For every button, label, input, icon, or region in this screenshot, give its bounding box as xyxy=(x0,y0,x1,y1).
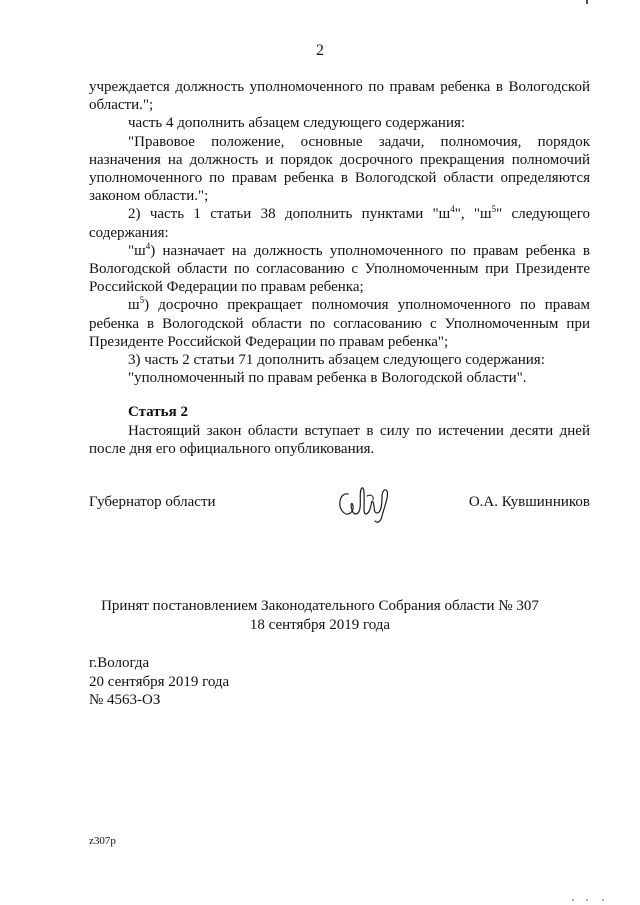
city: г.Вологда xyxy=(89,655,150,671)
scan-edge-mark xyxy=(572,899,612,901)
superscript: 5 xyxy=(139,295,145,306)
adoption-date: 18 сентября 2019 года xyxy=(249,616,391,633)
superscript: 5 xyxy=(491,204,497,215)
paragraph-item-2 xyxy=(89,205,590,241)
adoption-note xyxy=(0,597,640,634)
text-fragment: 2) часть 1 статьи 38 дополнить пунктами "ш xyxy=(128,206,451,223)
adoption-line: Принят постановлением Законодательного Собрания области № 307 xyxy=(101,598,539,614)
paragraph-point-sh4 xyxy=(89,242,590,297)
scan-edge-mark xyxy=(586,0,588,4)
text-fragment: ", "ш xyxy=(454,206,492,223)
superscript: 4 xyxy=(145,240,151,251)
quoted-paragraph: "уполномоченный по правам ребенка в Вологодской области". xyxy=(128,370,527,387)
paragraph: учреждается должность уполномоченного по правам ребенка в Вологодской области."; xyxy=(89,79,590,114)
signatory-name: О.А. Кувшинников xyxy=(468,494,590,510)
article-text: Настоящий закон области вступает в силу по истечении десяти дней после дня его официального опубликования. xyxy=(89,422,590,457)
text-fragment: ш xyxy=(128,297,140,314)
document-body xyxy=(89,78,590,458)
superscript: 4 xyxy=(450,204,455,215)
text-fragment: ) досрочно прекращает полномочия уполномоченного по правам ребенка в Вологодской области по согласованию с Уполномоченным при Президенте Российской Федерации по правам ребенка"; xyxy=(89,297,590,350)
paragraph: часть 4 дополнить абзацем следующего содержания: xyxy=(128,115,466,132)
place-date-block xyxy=(89,654,229,710)
law-number: № 4563-ОЗ xyxy=(89,692,161,708)
text-fragment: "ш xyxy=(128,242,146,259)
document-code: z307p xyxy=(89,835,116,847)
page-number: 2 xyxy=(316,42,324,59)
article-title: Статья 2 xyxy=(128,404,188,421)
text-fragment: ) назначает на должность уполномоченного по правам ребенка в Вологодской области по согласованию с Уполномоченным при Президенте Российской Федерации по правам ребенка; xyxy=(89,242,590,296)
text-fragment: " следующего содержания: xyxy=(89,206,590,241)
handwritten-signature xyxy=(334,482,396,524)
quoted-paragraph: "Правовое положение, основные задачи, полномочия, порядок назначения на должность и порядок досрочного прекращения полномочий уполномоченного по правам ребенка в Вологодской области определяются законом области."; xyxy=(89,133,590,205)
paragraph-point-sh5 xyxy=(89,296,590,351)
signing-date: 20 сентября 2019 года xyxy=(89,673,230,690)
signatory-title: Губернатор области xyxy=(89,494,216,510)
signature-block xyxy=(89,482,590,522)
paragraph-item-3: 3) часть 2 статьи 71 дополнить абзацем следующего содержания: xyxy=(128,352,545,369)
